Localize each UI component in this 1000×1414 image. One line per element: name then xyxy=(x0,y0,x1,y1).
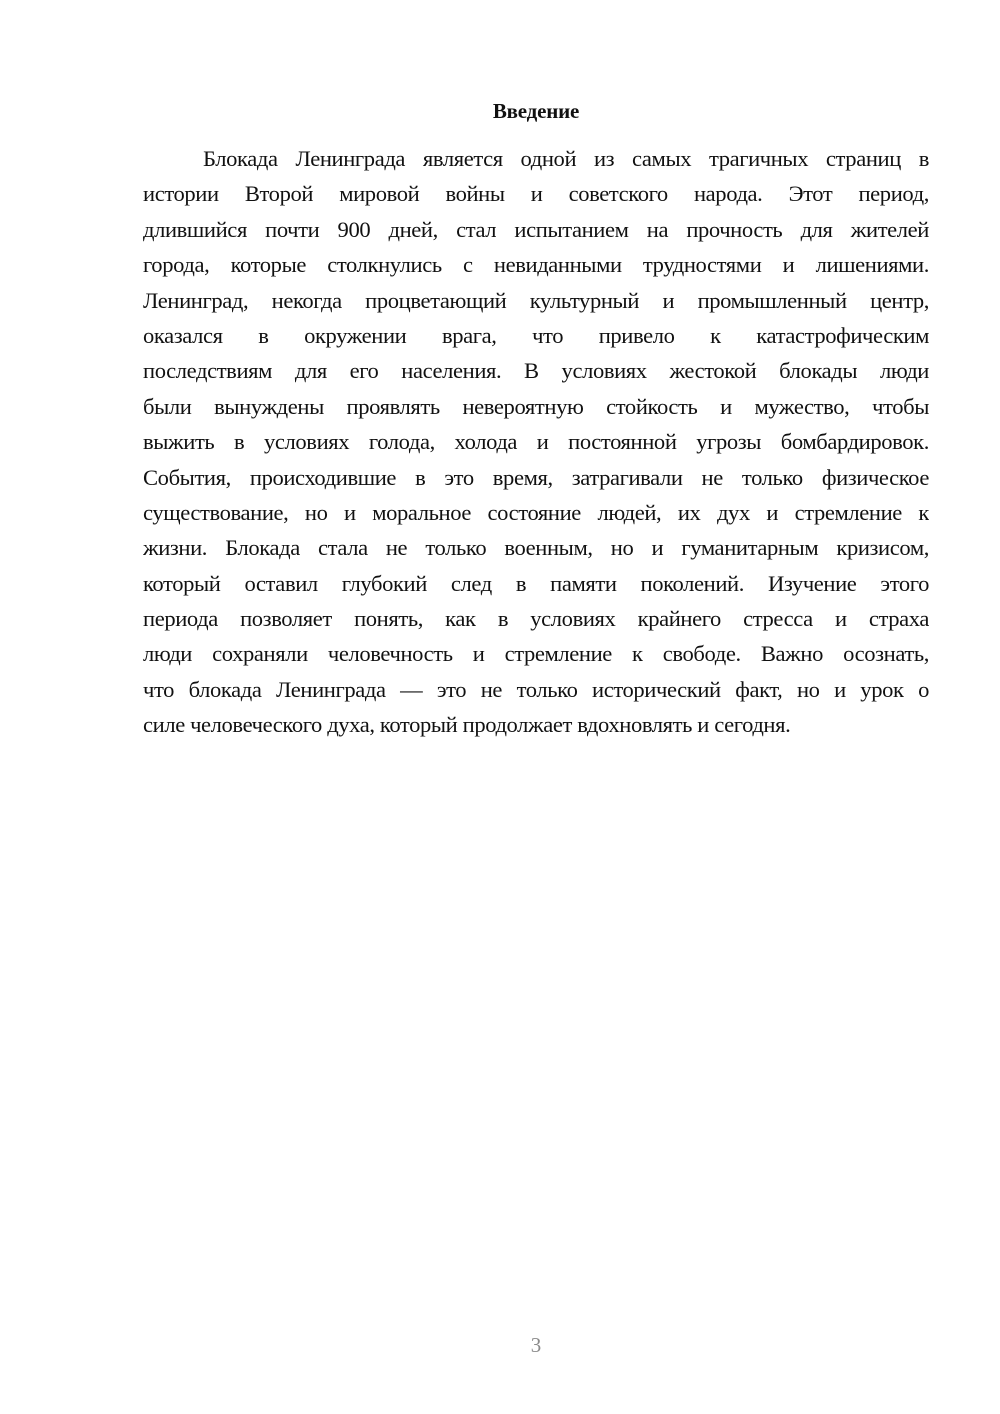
paragraph-line: существование, но и моральное состояние людей, их дух и стремление к xyxy=(143,499,929,525)
paragraph-line: истории Второй мировой войны и советского народа. Этот период, xyxy=(143,181,929,207)
paragraph-line: были вынуждены проявлять невероятную стойкость и мужество, чтобы xyxy=(143,393,929,419)
paragraph-line: что блокада Ленинграда — это не только исторический факт, но и урок о xyxy=(143,676,929,702)
paragraph-line: города, которые столкнулись с невиданными трудностями и лишениями. xyxy=(143,252,929,278)
paragraph-line: который оставил глубокий след в памяти поколений. Изучение этого xyxy=(143,570,929,596)
intro-paragraph xyxy=(143,141,929,743)
section-heading: Введение xyxy=(492,99,580,123)
paragraph-line: События, происходившие в это время, затрагивали не только физическое xyxy=(143,464,929,490)
paragraph-line: последствиям для его населения. В условиях жестокой блокады люди xyxy=(143,358,929,384)
paragraph-line: выжить в условиях голода, холода и постоянной угрозы бомбардировок. xyxy=(143,429,929,455)
paragraph-line: силе человеческого духа, который продолжает вдохновлять и сегодня. xyxy=(143,712,791,738)
page-number: 3 xyxy=(530,1333,542,1357)
paragraph-line: длившийся почти 900 дней, стал испытанием на прочность для жителей xyxy=(143,216,929,242)
paragraph-line: оказался в окружении врага, что привело к катастрофическим xyxy=(143,322,929,348)
paragraph-line: люди сохраняли человечность и стремление к свободе. Важно осознать, xyxy=(143,641,929,667)
paragraph-line: периода позволяет понять, как в условиях крайнего стресса и страха xyxy=(143,606,929,632)
paragraph-line: Ленинград, некогда процветающий культурный и промышленный центр, xyxy=(143,287,929,313)
paragraph-line: Блокада Ленинграда является одной из самых трагичных страниц в xyxy=(203,146,929,171)
paragraph-line: жизни. Блокада стала не только военным, но и гуманитарным кризисом, xyxy=(143,535,929,561)
